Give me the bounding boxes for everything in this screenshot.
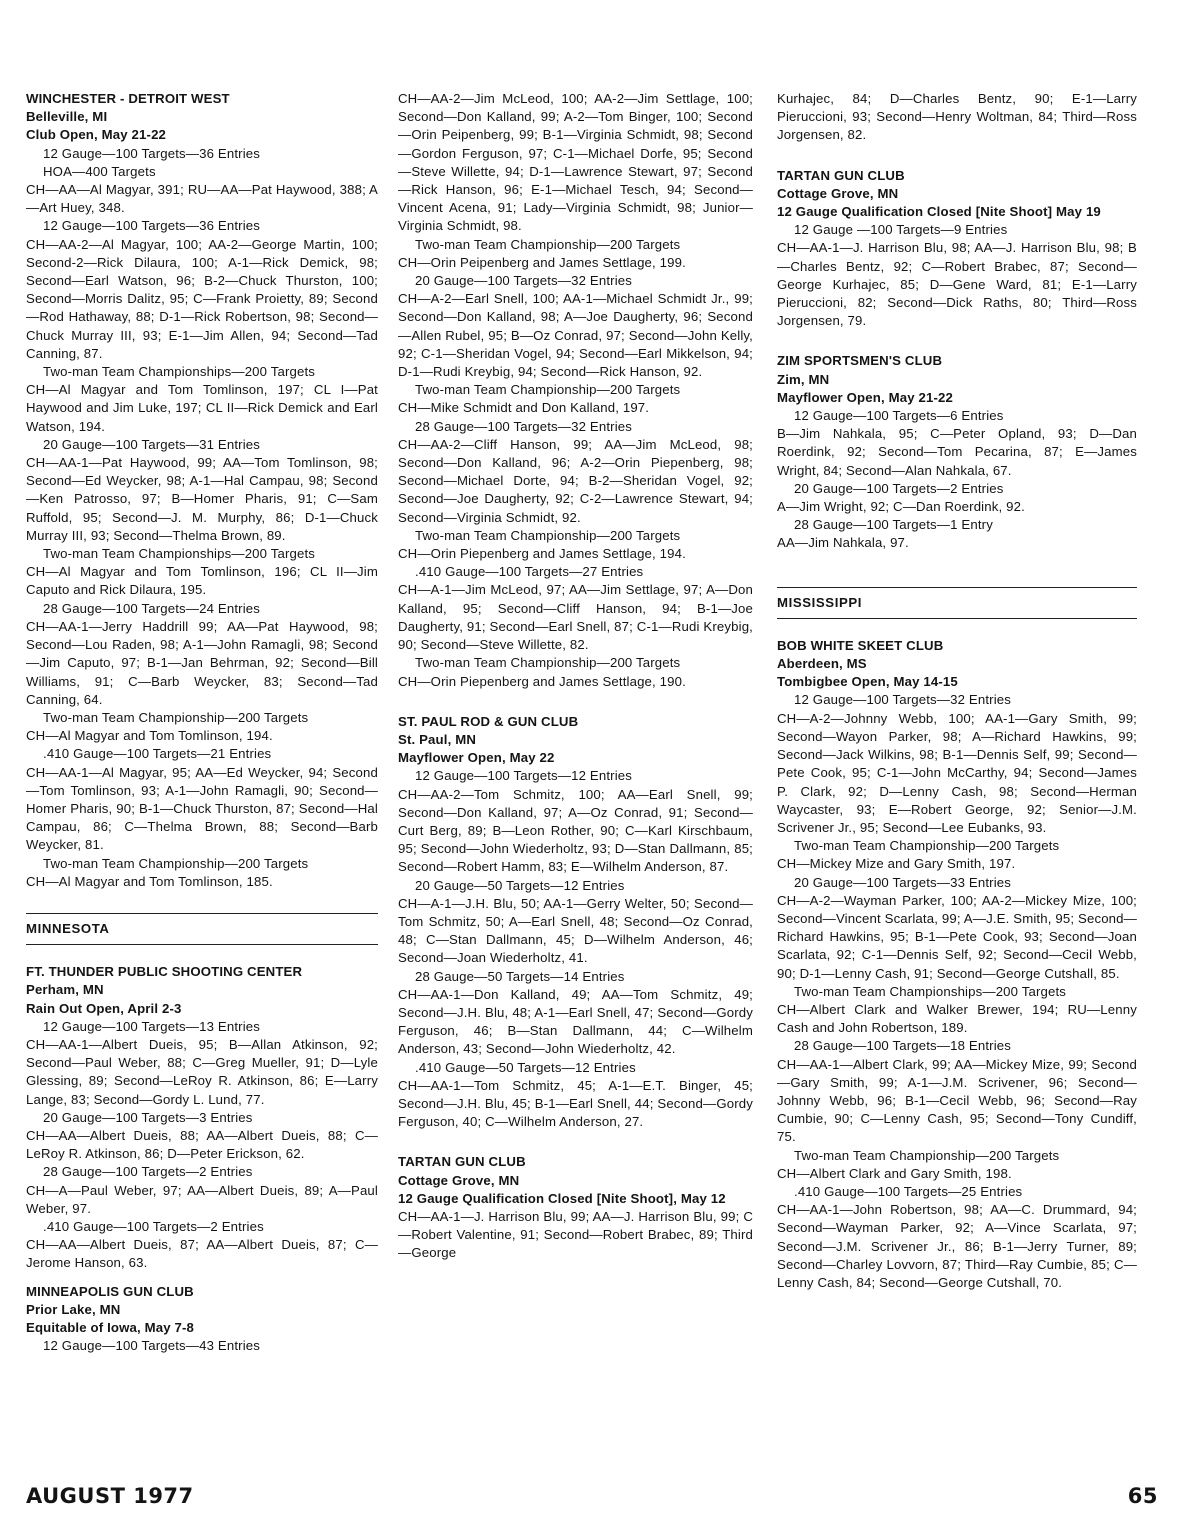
- results-text: CH—A-1—J.H. Blu, 50; AA-1—Gerry Welter, 50; Second—Tom Schmitz, 50; A—Earl Snell, 48; Second—Oz Conrad, 48; C—Stan Dallmann, 45; D—Wilhelm Anderson, 46; Second—Joan Wiederholtz, 41.: [398, 895, 753, 966]
- event-class: .410 Gauge—100 Targets—21 Entries: [43, 746, 272, 762]
- results-text: CH—AA-1—John Robertson, 98; AA—C. Drummard, 94; Second—Wayman Parker, 92; A—Vince Scarlata, 97; Second—J.M. Scrivener Jr., 86; B-1—Jerry Turner, 89; Second—Charley Lovvorn, 87; Third—Ray Cumbie, 85; C—Lenny Cash, 84; Second—George Cutshall, 70.: [777, 1202, 1137, 1290]
- event-class: 28 Gauge—100 Targets—24 Entries: [43, 600, 261, 616]
- event-title: Club Open, May 21-22: [26, 127, 167, 143]
- club-location: Aberdeen, MS: [777, 656, 867, 672]
- spacer: [777, 330, 1137, 342]
- results-text: CH—AA—Albert Dueis, 88; AA—Albert Dueis, 88; C—LeRoy R. Atkinson, 86; D—Peter Erickson, 62.: [26, 1127, 378, 1162]
- results-text: CH—AA-1—Albert Clark, 99; AA—Mickey Mize, 99; Second—Gary Smith, 99; A-1—J.M. Scrivener, 96; Second—Johnny Webb, 96; B-1—Cecil Webb, 96; Second—Ray Cumbie, 90; C—Lenny Cash, 95; Second—Tony Cundiff, 75.: [777, 1056, 1137, 1145]
- state-header: MINNESOTA: [26, 913, 378, 945]
- event-title: Mayflower Open, May 22: [398, 750, 555, 766]
- results-text: CH—A-2—Wayman Parker, 100; AA-2—Mickey Mize, 100; Second—Vincent Scarlata, 99; A—J.E. Smith, 95; Second—Richard Hawkins, 95; B-1—Pete Cook, 93; Second—Joan Scarlata, 92; C-1—Dennis Self, 92; Second—Cecil Webb, 90; D-1—Lenny Cash, 91; Second—George Cutshall, 85.: [777, 892, 1137, 981]
- results-text: CH—AA-1—Pat Haywood, 99; AA—Tom Tomlinson, 98; Second—Ed Weycker, 98; A-1—Hal Campau, 98; Second—Ken Patrosso, 97; B—Homer Pharis, 91; C—Sam Ruffold, 95; Second—J. M. Murphy, 86; D-1—Chuck Murray III, 93; Second—Thelma Brown, 89.: [26, 455, 378, 543]
- results-text: CH—A—Paul Weber, 97; AA—Albert Dueis, 89; A—Paul Weber, 97.: [26, 1182, 378, 1216]
- club-name: TARTAN GUN CLUB: [398, 1154, 526, 1170]
- event-title: 12 Gauge Qualification Closed [Nite Shoot], May 12: [398, 1190, 726, 1206]
- event-class: Two-man Team Championships—200 Targets: [43, 546, 316, 562]
- results-text: A—Jim Wright, 92; C—Dan Roerdink, 92.: [777, 499, 1025, 515]
- results-text: CH—AA-2—Jim McLeod, 100; AA-2—Jim Settlage, 100; Second—Don Kalland, 99; A-2—Tom Binger, 100; Second—Orin Peipenberg, 99; B-1—Virginia Schmidt, 98; Second—Gordon Ferguson, 97; C-1—Michael Dorfe, 95; Second—Steve Willette, 94; D-1—Lawrence Stewart, 97; Second—Rick Hanson, 96; E-1—Michael Tesch, 94; Second—Vincent Acena, 91; Lady—Virginia Schmidt, 98; Junior—Virginia Schmidt, 98.: [398, 91, 753, 234]
- event-class: Two-man Team Championship—200 Targets: [794, 1147, 1060, 1163]
- club-name: FT. THUNDER PUBLIC SHOOTING CENTER: [26, 964, 303, 980]
- results-text: CH—Al Magyar and Tom Tomlinson, 185.: [26, 873, 273, 889]
- spacer: [398, 691, 753, 703]
- results-text: CH—Albert Clark and Walker Brewer, 194; RU—Lenny Cash and John Robertson, 189.: [777, 1001, 1137, 1036]
- event-class: 12 Gauge—100 Targets—32 Entries: [794, 692, 1012, 708]
- results-text: Kurhajec, 84; D—Charles Bentz, 90; E-1—Larry Pieruccioni, 93; Second—Henry Woltman, 84; Third—Ross Jorgensen, 82.: [777, 91, 1137, 143]
- results-text: CH—Orin Piepenberg and James Settlage, 194.: [398, 546, 686, 562]
- results-text: CH—Orin Piepenberg and James Settlage, 190.: [398, 673, 686, 689]
- results-text: CH—A-2—Johnny Webb, 100; AA-1—Gary Smith, 99; Second—Wayon Parker, 98; A—Richard Hawkins, 99; Second—Jack Wilkins, 98; B-1—Dennis Self, 99; Second—Pete Cook, 95; C-1—John McCarthy, 94; Second—James P. Clark, 92; D—Lenny Cash, 98; Second—Herman Waycaster, 93; E—Robert George, 92; Senior—J.M. Scrivener Jr., 95; Second—Lee Eubanks, 93.: [777, 710, 1137, 835]
- results-text: AA—Jim Nahkala, 97.: [777, 535, 909, 551]
- results-text: CH—A-1—Jim McLeod, 97; AA—Jim Settlage, 97; A—Don Kalland, 95; Second—Cliff Hanson, 94; B-1—Joe Daugherty, 91; Second—Earl Snell, 87; C-1—Rudi Kreybig, 90; Second—Steve Willette, 82.: [398, 582, 753, 653]
- results-text: CH—AA-2—Tom Schmitz, 100; AA—Earl Snell, 99; Second—Don Kalland, 97; A—Oz Conrad, 91; Second—Curt Berg, 89; B—Leon Rother, 90; C—Karl Kirschbaum, 95; Second—John Wiederholtz, 93; D—Stan Dallmann, 85; Second—Robert Hamm, 83; E—Wilhelm Anderson, 87.: [398, 786, 753, 875]
- results-text: CH—Al Magyar and Tom Tomlinson, 197; CL I—Pat Haywood and Jim Luke, 197; CL II—Rick Demick and Earl Watson, 194.: [26, 382, 378, 434]
- event-class: HOA—400 Targets: [43, 163, 156, 179]
- event-class: Two-man Team Championship—200 Targets: [43, 709, 309, 725]
- club-location: Zim, MN: [777, 371, 830, 387]
- results-text: CH—AA—Al Magyar, 391; RU—AA—Pat Haywood, 388; A—Art Huey, 348.: [26, 182, 378, 216]
- event-title: Tombigbee Open, May 14-15: [777, 674, 958, 690]
- event-class: Two-man Team Championship—200 Targets: [794, 838, 1060, 854]
- club-location: St. Paul, MN: [398, 731, 477, 747]
- event-title: Mayflower Open, May 21-22: [777, 389, 953, 405]
- event-class: 20 Gauge—100 Targets—2 Entries: [794, 480, 1004, 496]
- event-class: 12 Gauge—100 Targets—36 Entries: [43, 145, 261, 161]
- results-text: CH—Al Magyar and Tom Tomlinson, 194.: [26, 728, 273, 744]
- results-text: CH—Mike Schmidt and Don Kalland, 197.: [398, 400, 650, 416]
- event-class: .410 Gauge—50 Targets—12 Entries: [415, 1059, 636, 1075]
- event-class: .410 Gauge—100 Targets—27 Entries: [415, 564, 644, 580]
- event-title: Equitable of Iowa, May 7-8: [26, 1320, 195, 1335]
- event-title: 12 Gauge Qualification Closed [Nite Shoot] May 19: [777, 204, 1101, 220]
- event-class: 20 Gauge—100 Targets—31 Entries: [43, 436, 261, 452]
- results-text: CH—Mickey Mize and Gary Smith, 197.: [777, 856, 1016, 872]
- results-text: CH—AA-1—Tom Schmitz, 45; A-1—E.T. Binger, 45; Second—J.H. Blu, 45; B-1—Earl Snell, 44; Second—Gordy Ferguson, 40; C—Wilhelm Anderson, 27.: [398, 1077, 753, 1130]
- event-class: .410 Gauge—100 Targets—25 Entries: [794, 1183, 1023, 1199]
- spacer: [398, 1131, 753, 1143]
- event-class: 28 Gauge—100 Targets—32 Entries: [415, 418, 633, 434]
- issue-date: AUGUST 1977: [26, 1484, 194, 1508]
- results-text: CH—AA-1—Albert Dueis, 95; B—Allan Atkinson, 92; Second—Paul Weber, 88; C—Greg Mueller, 91; D—Lyle Glessing, 89; Second—LeRoy R. Atkinson, 86; E—Larry Lange, 83; Second—Gordy L. Lund, 77.: [26, 1036, 378, 1107]
- event-class: 20 Gauge—100 Targets—32 Entries: [415, 273, 633, 289]
- club-name: WINCHESTER - DETROIT WEST: [26, 91, 230, 106]
- spacer: [777, 553, 1137, 565]
- event-class: 20 Gauge—100 Targets—3 Entries: [43, 1109, 253, 1125]
- club-location: Cottage Grove, MN: [777, 185, 899, 201]
- event-class: Two-man Team Championships—200 Targets: [794, 983, 1067, 999]
- column-middle: [398, 90, 753, 1263]
- event-class: .410 Gauge—100 Targets—2 Entries: [43, 1218, 264, 1234]
- results-text: CH—AA-1—Don Kalland, 49; AA—Tom Schmitz, 49; Second—J.H. Blu, 48; A-1—Earl Snell, 47; Second—Gordy Ferguson, 46; B—Stan Dallmann, 44; C—Wilhelm Anderson, 43; Second—John Wiederholtz, 42.: [398, 986, 753, 1057]
- event-class: 12 Gauge—100 Targets—36 Entries: [43, 218, 261, 234]
- event-class: 28 Gauge—100 Targets—2 Entries: [43, 1164, 253, 1180]
- event-class: 12 Gauge—100 Targets—43 Entries: [43, 1338, 261, 1354]
- event-class: Two-man Team Championship—200 Targets: [415, 527, 681, 543]
- results-text: CH—Orin Peipenberg and James Settlage, 199.: [398, 254, 686, 270]
- event-class: Two-man Team Championship—200 Targets: [415, 236, 681, 252]
- event-class: Two-man Team Championship—200 Targets: [415, 382, 681, 398]
- event-class: 28 Gauge—100 Targets—1 Entry: [794, 517, 993, 533]
- event-class: 28 Gauge—50 Targets—14 Entries: [415, 968, 625, 984]
- results-text: CH—AA-1—Al Magyar, 95; AA—Ed Weycker, 94; Second—Tom Tomlinson, 93; A-1—John Ramagli, 90; Second—Homer Pharis, 90; B-1—Chuck Thurston, 87; Second—Hal Campau, 86; C—Thelma Brown, 88; Second—Barb Weycker, 81.: [26, 764, 378, 853]
- results-text: CH—AA-1—Jerry Haddrill 99; AA—Pat Haywood, 98; Second—Lou Raden, 98; A-1—John Ramagli, 98; Second—Jim Caputo, 97; B-1—Jan Behrman, 92; Second—Bill Williams, 91; C—Barb Weycker, 83; Second—Tad Canning, 64.: [26, 618, 378, 707]
- event-class: 12 Gauge—100 Targets—6 Entries: [794, 408, 1004, 424]
- results-text: B—Jim Nahkala, 95; C—Peter Opland, 93; D—Dan Roerdink, 92; Second—Tom Pecarina, 87; E—James Wright, 84; Second—Alan Nahkala, 67.: [777, 426, 1137, 478]
- results-text: CH—AA-2—Cliff Hanson, 99; AA—Jim McLeod, 98; Second—Don Kalland, 96; A-2—Orin Piepenberg, 98; Second—Michael Dorte, 94; B-2—Sheridan Vogel, 92; Second—Joe Daugherty, 92; C-2—Lawrence Stewart, 94; Second—Virginia Schmidt, 92.: [398, 436, 753, 525]
- page-number: 65: [1127, 1484, 1158, 1508]
- event-class: 20 Gauge—50 Targets—12 Entries: [415, 877, 625, 893]
- event-class: 20 Gauge—100 Targets—33 Entries: [794, 874, 1012, 890]
- event-class: Two-man Team Championship—200 Targets: [43, 855, 309, 871]
- spacer: [777, 145, 1137, 157]
- club-location: Perham, MN: [26, 982, 104, 998]
- club-location: Belleville, MI: [26, 109, 108, 125]
- club-name: MINNEAPOLIS GUN CLUB: [26, 1283, 194, 1299]
- results-text: CH—Albert Clark and Gary Smith, 198.: [777, 1165, 1012, 1181]
- club-name: BOB WHITE SKEET CLUB: [777, 637, 944, 653]
- results-text: CH—AA-1—J. Harrison Blu, 99; AA—J. Harrison Blu, 99; C—Robert Valentine, 91; Second—Robert Brabec, 89; Third—George: [398, 1208, 753, 1261]
- column-left: [26, 90, 378, 1355]
- event-class: 12 Gauge —100 Targets—9 Entries: [794, 222, 1008, 238]
- column-right: [777, 90, 1137, 1292]
- results-text: CH—AA-1—J. Harrison Blu, 98; AA—J. Harrison Blu, 98; B—Charles Bentz, 92; C—Robert Brabec, 87; Second—George Kurhajec, 85; D—Gene Ward, 81; E-1—Larry Pieruccioni, 82; Second—Dick Raths, 80; Third—Ross Jorgensen, 79.: [777, 240, 1137, 329]
- results-text: CH—AA—Albert Dueis, 87; AA—Albert Dueis, 87; C—Jerome Hanson, 63.: [26, 1237, 378, 1271]
- club-name: ST. PAUL ROD & GUN CLUB: [398, 713, 579, 729]
- event-class: Two-man Team Championship—200 Targets: [415, 655, 681, 671]
- event-class: 28 Gauge—100 Targets—18 Entries: [794, 1038, 1012, 1054]
- results-text: CH—A-2—Earl Snell, 100; AA-1—Michael Schmidt Jr., 99; Second—Don Kalland, 98; A—Joe Daugherty, 96; Second—Allen Rubel, 95; B—Oz Conrad, 97; Second—John Kelly, 92; C-1—Sheridan Vogel, 94; Second—Earl Mikkelson, 94; D-1—Rudi Kreybig, 94; Second—Rick Hanson, 92.: [398, 291, 753, 380]
- event-class: 12 Gauge—100 Targets—12 Entries: [415, 768, 633, 784]
- results-text: CH—AA-2—Al Magyar, 100; AA-2—George Martin, 100; Second-2—Rick Dilaura, 100; A-1—Rick Demick, 98; Second—Earl Watson, 96; B-2—Chuck Thurston, 100; Second—Morris Dalitz, 95; C—Frank Proietty, 89; Second—Rod Hathaway, 88; D-1—Rick Robertson, 98; Second—Chuck Murray III, 93; E-1—Jim Allen, 94; Second—Tad Canning, 87.: [26, 236, 378, 361]
- club-location: Cottage Grove, MN: [398, 1172, 520, 1188]
- event-class: 12 Gauge—100 Targets—13 Entries: [43, 1018, 261, 1034]
- club-location: Prior Lake, MN: [26, 1301, 121, 1317]
- event-class: Two-man Team Championships—200 Targets: [43, 364, 316, 380]
- state-header: MISSISSIPPI: [777, 587, 1137, 619]
- event-title: Rain Out Open, April 2-3: [26, 1000, 182, 1016]
- club-name: TARTAN GUN CLUB: [777, 167, 905, 183]
- club-name: ZIM SPORTSMEN'S CLUB: [777, 353, 943, 369]
- results-text: CH—Al Magyar and Tom Tomlinson, 196; CL II—Jim Caputo and Rick Dilaura, 195.: [26, 564, 378, 598]
